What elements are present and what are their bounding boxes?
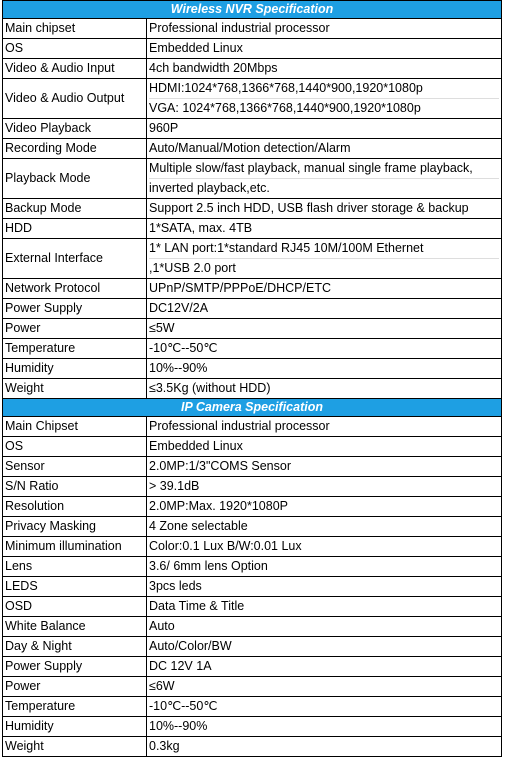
nvr-spec-value	[147, 239, 502, 279]
nvr-spec-row	[3, 239, 502, 279]
nvr-spec-label: Playback Mode	[3, 159, 147, 199]
nvr-spec-row	[3, 119, 502, 139]
camera-spec-value: Professional industrial processor	[147, 417, 502, 437]
spec-table-body	[3, 1, 502, 757]
camera-section-title: IP Camera Specification	[3, 399, 502, 417]
nvr-spec-value: DC12V/2A	[147, 299, 502, 319]
camera-spec-row	[3, 657, 502, 677]
camera-spec-row	[3, 457, 502, 477]
camera-spec-label: OSD	[3, 597, 147, 617]
camera-spec-row	[3, 497, 502, 517]
camera-spec-value: ≤6W	[147, 677, 502, 697]
nvr-spec-row	[3, 359, 502, 379]
nvr-spec-row	[3, 139, 502, 159]
spec-table	[2, 0, 502, 757]
nvr-spec-label: Power	[3, 319, 147, 339]
camera-spec-value: 0.3kg	[147, 737, 502, 757]
nvr-spec-row	[3, 219, 502, 239]
camera-spec-value: Auto/Color/BW	[147, 637, 502, 657]
camera-spec-row	[3, 477, 502, 497]
camera-spec-value: 2.0MP:1/3"COMS Sensor	[147, 457, 502, 477]
nvr-spec-value-line: inverted playback,etc.	[149, 178, 499, 198]
nvr-spec-label: Recording Mode	[3, 139, 147, 159]
nvr-spec-label: Video & Audio Input	[3, 59, 147, 79]
nvr-spec-value: Support 2.5 inch HDD, USB flash driver storage & backup	[147, 199, 502, 219]
nvr-spec-row	[3, 39, 502, 59]
camera-spec-value: Data Time & Title	[147, 597, 502, 617]
camera-spec-label: Power	[3, 677, 147, 697]
nvr-spec-value-line: ,1*USB 2.0 port	[149, 258, 499, 278]
camera-spec-label: Temperature	[3, 697, 147, 717]
camera-spec-value: 4 Zone selectable	[147, 517, 502, 537]
nvr-spec-value	[147, 79, 502, 119]
nvr-spec-value: ≤5W	[147, 319, 502, 339]
nvr-section-title: Wireless NVR Specification	[3, 1, 502, 19]
camera-spec-label: LEDS	[3, 577, 147, 597]
nvr-spec-label: Network Protocol	[3, 279, 147, 299]
nvr-spec-label: External Interface	[3, 239, 147, 279]
nvr-spec-row	[3, 339, 502, 359]
camera-spec-value: Auto	[147, 617, 502, 637]
nvr-spec-value: Embedded Linux	[147, 39, 502, 59]
camera-spec-row	[3, 517, 502, 537]
camera-spec-value: 3.6/ 6mm lens Option	[147, 557, 502, 577]
camera-spec-label: Privacy Masking	[3, 517, 147, 537]
camera-spec-value: Embedded Linux	[147, 437, 502, 457]
nvr-spec-value-line: VGA: 1024*768,1366*768,1440*900,1920*1080p	[149, 98, 499, 118]
camera-spec-row	[3, 557, 502, 577]
nvr-spec-label: Weight	[3, 379, 147, 399]
camera-spec-row	[3, 677, 502, 697]
nvr-spec-label: Humidity	[3, 359, 147, 379]
camera-spec-value: 10%--90%	[147, 717, 502, 737]
camera-spec-label: Resolution	[3, 497, 147, 517]
nvr-spec-label: OS	[3, 39, 147, 59]
camera-spec-label: Weight	[3, 737, 147, 757]
nvr-spec-label: Main chipset	[3, 19, 147, 39]
nvr-spec-row	[3, 79, 502, 119]
nvr-spec-row	[3, 199, 502, 219]
nvr-spec-row	[3, 279, 502, 299]
camera-spec-label: Sensor	[3, 457, 147, 477]
camera-section-header	[3, 399, 502, 417]
nvr-spec-value: ≤3.5Kg (without HDD)	[147, 379, 502, 399]
nvr-spec-value: 960P	[147, 119, 502, 139]
camera-spec-row	[3, 537, 502, 557]
camera-spec-row	[3, 697, 502, 717]
nvr-spec-row	[3, 159, 502, 199]
nvr-spec-value	[147, 159, 502, 199]
nvr-spec-value: 10%--90%	[147, 359, 502, 379]
nvr-spec-value-line: Multiple slow/fast playback, manual single frame playback,	[149, 161, 473, 175]
camera-spec-row	[3, 617, 502, 637]
camera-spec-label: OS	[3, 437, 147, 457]
nvr-spec-label: Temperature	[3, 339, 147, 359]
camera-spec-row	[3, 437, 502, 457]
nvr-spec-value-line: 1* LAN port:1*standard RJ45 10M/100M Ethernet	[149, 241, 424, 255]
nvr-spec-row	[3, 59, 502, 79]
camera-spec-row	[3, 717, 502, 737]
camera-spec-label: Power Supply	[3, 657, 147, 677]
nvr-spec-row	[3, 379, 502, 399]
nvr-spec-value: 1*SATA, max. 4TB	[147, 219, 502, 239]
camera-spec-label: White Balance	[3, 617, 147, 637]
nvr-spec-label: Video & Audio Output	[3, 79, 147, 119]
camera-spec-row	[3, 637, 502, 657]
camera-spec-value: 2.0MP:Max. 1920*1080P	[147, 497, 502, 517]
nvr-spec-value: Auto/Manual/Motion detection/Alarm	[147, 139, 502, 159]
camera-spec-value: -10℃--50℃	[147, 697, 502, 717]
camera-spec-row	[3, 577, 502, 597]
camera-spec-label: S/N Ratio	[3, 477, 147, 497]
camera-spec-label: Day & Night	[3, 637, 147, 657]
camera-spec-label: Main Chipset	[3, 417, 147, 437]
nvr-spec-label: Power Supply	[3, 299, 147, 319]
nvr-spec-value: -10℃--50℃	[147, 339, 502, 359]
camera-spec-label: Humidity	[3, 717, 147, 737]
nvr-spec-row	[3, 19, 502, 39]
camera-spec-label: Lens	[3, 557, 147, 577]
nvr-spec-value: Professional industrial processor	[147, 19, 502, 39]
nvr-spec-label: Video Playback	[3, 119, 147, 139]
camera-spec-value: 3pcs leds	[147, 577, 502, 597]
nvr-spec-row	[3, 319, 502, 339]
nvr-spec-value: UPnP/SMTP/PPPoE/DHCP/ETC	[147, 279, 502, 299]
nvr-spec-label: Backup Mode	[3, 199, 147, 219]
nvr-spec-row	[3, 299, 502, 319]
camera-spec-value: > 39.1dB	[147, 477, 502, 497]
camera-spec-value: Color:0.1 Lux B/W:0.01 Lux	[147, 537, 502, 557]
camera-spec-label: Minimum illumination	[3, 537, 147, 557]
nvr-spec-value-line: HDMI:1024*768,1366*768,1440*900,1920*1080p	[149, 81, 423, 95]
nvr-section-header	[3, 1, 502, 19]
camera-spec-row	[3, 597, 502, 617]
camera-spec-row	[3, 417, 502, 437]
nvr-spec-label: HDD	[3, 219, 147, 239]
camera-spec-value: DC 12V 1A	[147, 657, 502, 677]
nvr-spec-value: 4ch bandwidth 20Mbps	[147, 59, 502, 79]
camera-spec-row	[3, 737, 502, 757]
